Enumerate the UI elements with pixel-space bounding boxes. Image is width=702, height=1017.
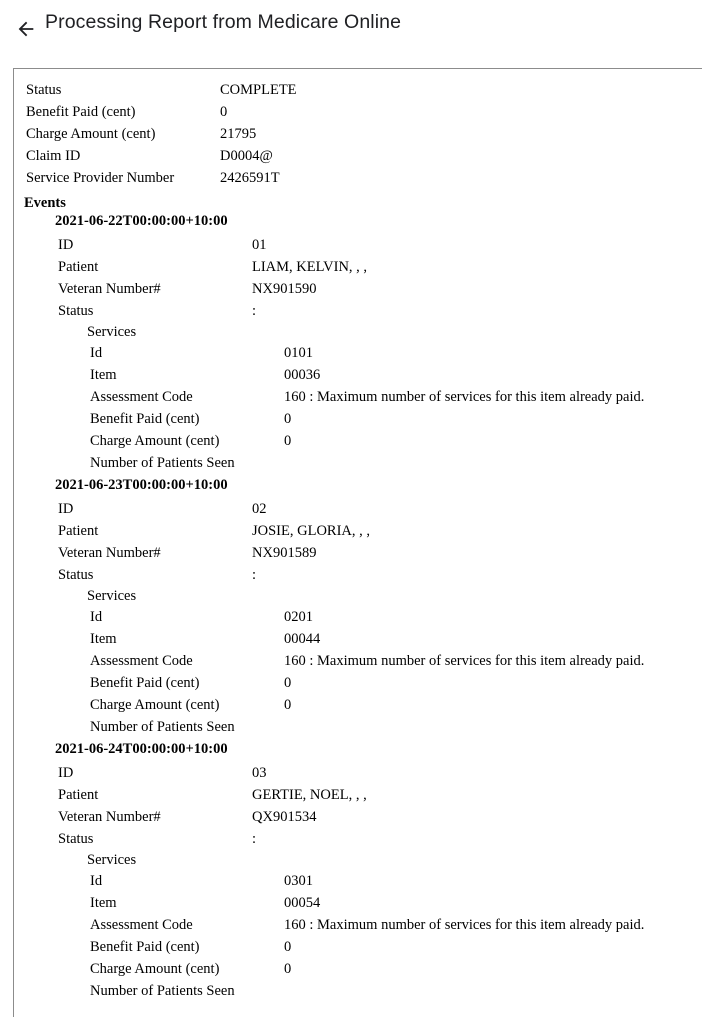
- event-id-row: [58, 499, 458, 519]
- service-assessment-label: Assessment Code: [90, 917, 193, 933]
- summary-provider-label: Service Provider Number: [26, 170, 175, 186]
- service-assessment-label: Assessment Code: [90, 653, 193, 669]
- event-id-label: ID: [58, 237, 74, 253]
- event-veteran-value: QX901534: [252, 809, 317, 825]
- event-patient-label: Patient: [58, 259, 99, 275]
- service-benefit-value: 0: [284, 411, 292, 427]
- service-item-value: 00054: [284, 895, 321, 911]
- summary-benefit-value: 0: [220, 104, 228, 120]
- service-id-row: [90, 607, 690, 627]
- summary-provider-row: [26, 168, 426, 188]
- service-item-value: 00036: [284, 367, 321, 383]
- event-patient-row: [58, 785, 458, 805]
- service-charge-row: [90, 695, 690, 715]
- services-heading: Services: [87, 852, 137, 868]
- event-veteran-row: [58, 543, 458, 563]
- event-status-label: Status: [58, 567, 94, 583]
- service-benefit-label: Benefit Paid (cent): [90, 411, 200, 427]
- summary-claim-value: D0004@: [220, 148, 273, 164]
- summary-benefit-label: Benefit Paid (cent): [26, 104, 136, 120]
- event-date: 2021-06-22T00:00:00+10:00: [55, 213, 228, 229]
- summary-claim-row: [26, 146, 426, 166]
- event-patient-label: Patient: [58, 523, 99, 539]
- processing-report: [13, 68, 702, 1017]
- service-benefit-row: [90, 937, 690, 957]
- event-status-value: :: [252, 303, 257, 319]
- event-veteran-label: Veteran Number#: [58, 545, 161, 561]
- service-item-label: Item: [90, 631, 117, 647]
- service-assessment-value: 160 : Maximum number of services for this item already paid.: [284, 389, 645, 405]
- event-patient-row: [58, 257, 458, 277]
- service-id-label: Id: [90, 609, 103, 625]
- service-patients-seen-label: Number of Patients Seen: [90, 983, 235, 999]
- service-id-value: 0101: [284, 345, 313, 361]
- service-id-label: Id: [90, 345, 103, 361]
- back-arrow-icon[interactable]: [15, 18, 37, 40]
- service-patients-seen-label: Number of Patients Seen: [90, 455, 235, 471]
- event-patient-value: JOSIE, GLORIA, , ,: [252, 523, 371, 539]
- event-id-value: 01: [252, 237, 267, 253]
- service-benefit-label: Benefit Paid (cent): [90, 675, 200, 691]
- event-status-value: :: [252, 831, 257, 847]
- service-assessment-row: [90, 915, 690, 935]
- event-veteran-value: NX901589: [252, 545, 317, 561]
- service-item-value: 00044: [284, 631, 321, 647]
- event-veteran-row: [58, 807, 458, 827]
- service-charge-value: 0: [284, 697, 292, 713]
- service-assessment-value: 160 : Maximum number of services for this item already paid.: [284, 917, 645, 933]
- service-assessment-value: 160 : Maximum number of services for this item already paid.: [284, 653, 645, 669]
- service-item-row: [90, 365, 690, 385]
- service-id-row: [90, 343, 690, 363]
- event-status-row: [58, 829, 458, 849]
- event-id-row: [58, 235, 458, 255]
- service-patients-seen-label: Number of Patients Seen: [90, 719, 235, 735]
- service-benefit-label: Benefit Paid (cent): [90, 939, 200, 955]
- event-id-label: ID: [58, 501, 74, 517]
- service-item-label: Item: [90, 367, 117, 383]
- summary-charge-label: Charge Amount (cent): [26, 126, 156, 142]
- event-veteran-row: [58, 279, 458, 299]
- event-patient-value: LIAM, KELVIN, , ,: [252, 259, 368, 275]
- service-id-value: 0301: [284, 873, 313, 889]
- service-item-label: Item: [90, 895, 117, 911]
- event-veteran-label: Veteran Number#: [58, 809, 161, 825]
- service-benefit-value: 0: [284, 675, 292, 691]
- event-id-value: 03: [252, 765, 267, 781]
- service-charge-row: [90, 431, 690, 451]
- summary-status-row: [26, 80, 426, 100]
- summary-status-label: Status: [26, 82, 62, 98]
- service-charge-value: 0: [284, 433, 292, 449]
- event-patient-row: [58, 521, 458, 541]
- summary-claim-label: Claim ID: [26, 148, 81, 164]
- event-patient-label: Patient: [58, 787, 99, 803]
- summary-provider-value: 2426591T: [220, 170, 280, 186]
- service-assessment-row: [90, 387, 690, 407]
- services-heading: Services: [87, 588, 137, 604]
- page-title: Processing Report from Medicare Online: [45, 11, 402, 33]
- event-status-label: Status: [58, 303, 94, 319]
- event-status-row: [58, 301, 458, 321]
- service-id-label: Id: [90, 873, 103, 889]
- event-veteran-value: NX901590: [252, 281, 317, 297]
- event-status-value: :: [252, 567, 257, 583]
- service-assessment-label: Assessment Code: [90, 389, 193, 405]
- service-item-row: [90, 893, 690, 913]
- event-id-value: 02: [252, 501, 267, 517]
- event-status-label: Status: [58, 831, 94, 847]
- service-charge-label: Charge Amount (cent): [90, 433, 220, 449]
- service-assessment-row: [90, 651, 690, 671]
- event-date: 2021-06-23T00:00:00+10:00: [55, 477, 228, 493]
- services-heading: Services: [87, 324, 137, 340]
- event-patient-value: GERTIE, NOEL, , ,: [252, 787, 367, 803]
- summary-benefit-row: [26, 102, 426, 122]
- service-charge-row: [90, 959, 690, 979]
- event-status-row: [58, 565, 458, 585]
- service-id-row: [90, 871, 690, 891]
- summary-charge-row: [26, 124, 426, 144]
- service-charge-label: Charge Amount (cent): [90, 697, 220, 713]
- service-benefit-value: 0: [284, 939, 292, 955]
- app-header: [0, 0, 702, 52]
- summary-charge-value: 21795: [220, 126, 257, 142]
- event-date: 2021-06-24T00:00:00+10:00: [55, 741, 228, 757]
- service-charge-value: 0: [284, 961, 292, 977]
- event-id-label: ID: [58, 765, 74, 781]
- summary-status-value: COMPLETE: [220, 82, 297, 98]
- service-benefit-row: [90, 409, 690, 429]
- service-item-row: [90, 629, 690, 649]
- event-id-row: [58, 763, 458, 783]
- service-benefit-row: [90, 673, 690, 693]
- event-veteran-label: Veteran Number#: [58, 281, 161, 297]
- service-id-value: 0201: [284, 609, 313, 625]
- events-heading: Events: [24, 195, 66, 211]
- service-charge-label: Charge Amount (cent): [90, 961, 220, 977]
